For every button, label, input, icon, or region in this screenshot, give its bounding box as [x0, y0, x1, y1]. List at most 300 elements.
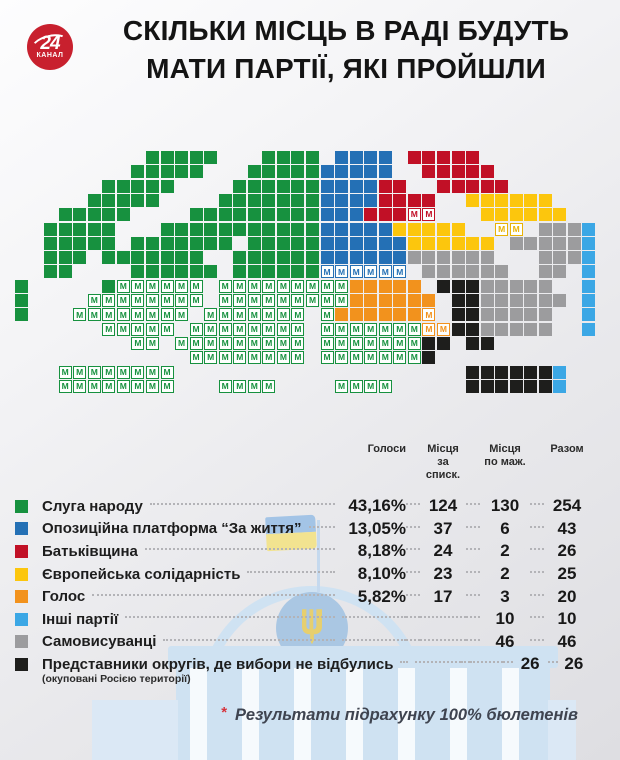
- dotted-separator: [466, 571, 480, 573]
- seat-cell: [379, 280, 392, 293]
- seat-cell: [437, 251, 450, 264]
- seat-cell-majoritarian: М: [422, 323, 435, 336]
- seat-cell: [495, 180, 508, 193]
- seat-cell-majoritarian: М: [175, 294, 188, 307]
- seat-cell: [102, 194, 115, 207]
- seat-cell: [539, 223, 552, 236]
- seat-cell-majoritarian: М: [248, 337, 261, 350]
- seat-cell-majoritarian: М: [248, 351, 261, 364]
- seat-cell: [248, 251, 261, 264]
- seat-cell: [102, 223, 115, 236]
- seat-cell: [510, 208, 523, 221]
- seat-cell: [262, 180, 275, 193]
- seat-cell: [44, 237, 57, 250]
- seat-cell: [553, 366, 566, 379]
- dotted-leader: [150, 503, 335, 505]
- seat-cell-majoritarian: М: [161, 380, 174, 393]
- seat-cell-majoritarian: М: [262, 323, 275, 336]
- seat-cell: [466, 265, 479, 278]
- value-seats-total: 43: [557, 518, 577, 538]
- seat-cell-majoritarian: М: [233, 337, 246, 350]
- seat-cell-majoritarian: М: [102, 380, 115, 393]
- seat-cell-majoritarian: М: [277, 337, 290, 350]
- value-seats-list: 37: [433, 518, 453, 538]
- seat-cell: [437, 165, 450, 178]
- seat-cell: [466, 366, 479, 379]
- seat-cell-majoritarian: М: [262, 337, 275, 350]
- seat-cell: [335, 237, 348, 250]
- dotted-separator: [530, 548, 544, 550]
- seat-cell: [59, 237, 72, 250]
- seat-cell-majoritarian: М: [204, 323, 217, 336]
- seat-cell: [452, 265, 465, 278]
- table-row: [0, 540, 620, 563]
- seat-cell-majoritarian: М: [131, 323, 144, 336]
- seat-cell: [277, 165, 290, 178]
- seat-cell: [146, 251, 159, 264]
- seat-cell: [204, 223, 217, 236]
- value-seats-total: 46: [557, 631, 577, 651]
- seat-cell: [73, 223, 86, 236]
- seat-cell-majoritarian: М: [379, 337, 392, 350]
- seat-cell: [510, 380, 523, 393]
- seat-cell-majoritarian: М: [364, 337, 377, 350]
- seat-cell: [364, 251, 377, 264]
- seat-cell: [510, 308, 523, 321]
- seat-cell: [422, 265, 435, 278]
- seat-cell: [277, 237, 290, 250]
- seat-cell: [452, 308, 465, 321]
- seat-cell: [335, 308, 348, 321]
- seat-cell: [350, 223, 363, 236]
- seat-cell: [291, 165, 304, 178]
- seat-cell-majoritarian: М: [335, 280, 348, 293]
- value-votes-pct: 5,82%: [357, 586, 406, 606]
- value-seats-majoritarian: 10: [495, 609, 515, 629]
- seat-cell: [102, 237, 115, 250]
- seat-cell: [59, 251, 72, 264]
- seat-cell: [539, 294, 552, 307]
- seat-cell-majoritarian: М: [161, 280, 174, 293]
- seat-cell-majoritarian: М: [393, 265, 406, 278]
- seat-cell: [44, 223, 57, 236]
- seat-cell: [495, 380, 508, 393]
- dotted-leader: [163, 639, 335, 641]
- value-votes-pct: [415, 661, 460, 663]
- seat-cell: [582, 308, 595, 321]
- value-seats-list: 124: [428, 496, 458, 516]
- seat-cell: [379, 251, 392, 264]
- seat-cell: [379, 208, 392, 221]
- seat-cell: [466, 337, 479, 350]
- party-color-swatch: [15, 568, 28, 581]
- seat-cell: [175, 237, 188, 250]
- seat-cell-majoritarian: М: [248, 308, 261, 321]
- seat-cell: [146, 165, 159, 178]
- dotted-leader: [400, 661, 408, 663]
- seat-cell: [161, 237, 174, 250]
- seat-cell: [582, 294, 595, 307]
- seat-cell: [131, 237, 144, 250]
- party-label: Самовисуванці: [42, 633, 157, 651]
- seat-cell: [117, 251, 130, 264]
- seat-cell: [59, 208, 72, 221]
- dotted-leader: [92, 594, 335, 596]
- seat-cell: [582, 323, 595, 336]
- seat-cell: [393, 194, 406, 207]
- logo-swoosh: [29, 31, 71, 60]
- seat-cell-majoritarian: М: [291, 308, 304, 321]
- seat-cell-majoritarian: М: [495, 223, 508, 236]
- seat-cell-majoritarian: М: [364, 265, 377, 278]
- seat-cell: [393, 294, 406, 307]
- seat-cell: [393, 223, 406, 236]
- dotted-separator: [466, 503, 480, 505]
- seat-cell: [364, 223, 377, 236]
- dotted-leader: [145, 548, 335, 550]
- seat-cell: [262, 151, 275, 164]
- seat-cell: [539, 323, 552, 336]
- seat-cell: [306, 265, 319, 278]
- seat-cell: [452, 251, 465, 264]
- dotted-separator: [406, 503, 420, 505]
- seat-cell: [131, 180, 144, 193]
- seat-cell: [422, 223, 435, 236]
- seat-cell: [539, 237, 552, 250]
- value-seats-majoritarian: 130: [490, 496, 520, 516]
- seat-cell-majoritarian: М: [73, 308, 86, 321]
- value-seats-total: 26: [557, 541, 577, 561]
- seat-cell: [44, 265, 57, 278]
- seat-cell: [277, 265, 290, 278]
- seat-cell-majoritarian: М: [131, 380, 144, 393]
- seat-cell: [277, 251, 290, 264]
- seat-cell: [379, 294, 392, 307]
- seat-cell: [539, 251, 552, 264]
- parliament-seat-map: [15, 151, 611, 397]
- seat-cell: [408, 151, 421, 164]
- seat-cell: [495, 308, 508, 321]
- seat-cell: [321, 194, 334, 207]
- seat-cell-majoritarian: М: [437, 323, 450, 336]
- seat-cell: [466, 180, 479, 193]
- seat-cell-majoritarian: М: [379, 351, 392, 364]
- seat-cell: [161, 151, 174, 164]
- party-label: Інші партії: [42, 610, 119, 628]
- seat-cell-majoritarian: М: [393, 337, 406, 350]
- seat-cell: [364, 151, 377, 164]
- seat-cell-majoritarian: М: [277, 351, 290, 364]
- results-table: [0, 443, 620, 690]
- seat-cell-majoritarian: М: [408, 323, 421, 336]
- seat-cell: [233, 265, 246, 278]
- seat-cell: [408, 280, 421, 293]
- table-rows: [0, 495, 620, 685]
- seat-cell: [73, 237, 86, 250]
- seat-cell: [452, 151, 465, 164]
- seat-cell-majoritarian: М: [350, 323, 363, 336]
- seat-cell: [510, 366, 523, 379]
- seat-cell-majoritarian: М: [190, 337, 203, 350]
- seat-cell: [582, 237, 595, 250]
- seat-cell-majoritarian: М: [88, 380, 101, 393]
- seat-cell-majoritarian: М: [190, 323, 203, 336]
- seat-cell-majoritarian: М: [277, 308, 290, 321]
- seat-cell: [393, 208, 406, 221]
- seat-cell: [495, 294, 508, 307]
- seat-cell-majoritarian: М: [146, 280, 159, 293]
- party-label: Представники округів, де вибори не відбулись (окуповані Росією території): [42, 655, 394, 685]
- seat-cell: [466, 380, 479, 393]
- seat-cell: [437, 265, 450, 278]
- seat-cell: [495, 194, 508, 207]
- seat-cell: [553, 237, 566, 250]
- seat-cell: [262, 208, 275, 221]
- party-color-swatch: [15, 613, 28, 626]
- seat-cell-majoritarian: М: [321, 280, 334, 293]
- table-row: [0, 585, 620, 608]
- seat-cell: [481, 180, 494, 193]
- seat-cell-majoritarian: М: [219, 308, 232, 321]
- seat-cell: [102, 180, 115, 193]
- seat-cell: [393, 280, 406, 293]
- seat-cell: [233, 223, 246, 236]
- dotted-separator: [530, 616, 544, 618]
- value-votes-pct: [342, 616, 406, 618]
- seat-cell: [481, 294, 494, 307]
- party-label: Слуга народу: [42, 497, 143, 515]
- seat-cell-majoritarian: М: [161, 366, 174, 379]
- dotted-separator: [406, 548, 420, 550]
- seat-cell: [437, 280, 450, 293]
- seat-cell: [335, 180, 348, 193]
- seat-cell: [510, 280, 523, 293]
- seat-cell: [350, 251, 363, 264]
- seat-cell: [379, 237, 392, 250]
- seat-cell-majoritarian: М: [291, 323, 304, 336]
- dotted-separator: [530, 571, 544, 573]
- value-seats-list: [420, 616, 466, 618]
- seat-cell: [524, 308, 537, 321]
- seat-cell-majoritarian: М: [262, 351, 275, 364]
- seat-cell: [248, 237, 261, 250]
- seat-cell: [466, 251, 479, 264]
- value-seats-majoritarian: 6: [500, 518, 510, 538]
- seat-cell: [321, 251, 334, 264]
- seat-cell-majoritarian: М: [422, 208, 435, 221]
- seat-cell: [335, 223, 348, 236]
- seat-cell: [73, 208, 86, 221]
- page-title: [80, 12, 612, 88]
- dotted-separator: [548, 661, 558, 663]
- seat-cell-majoritarian: М: [161, 308, 174, 321]
- seat-cell-majoritarian: М: [175, 308, 188, 321]
- value-seats-majoritarian: 2: [500, 541, 510, 561]
- seat-cell: [379, 165, 392, 178]
- seat-cell-majoritarian: М: [335, 265, 348, 278]
- table-row: [0, 608, 620, 631]
- seat-cell: [539, 366, 552, 379]
- seat-cell-majoritarian: М: [59, 380, 72, 393]
- seat-cell-majoritarian: М: [131, 366, 144, 379]
- seat-cell: [175, 165, 188, 178]
- seat-cell: [364, 165, 377, 178]
- rada-building-wing-left: [92, 700, 178, 760]
- seat-cell: [422, 251, 435, 264]
- seat-cell: [146, 194, 159, 207]
- seat-cell-majoritarian: М: [321, 294, 334, 307]
- seat-cell: [350, 180, 363, 193]
- seat-cell: [495, 366, 508, 379]
- seat-cell: [88, 194, 101, 207]
- seat-cell: [262, 223, 275, 236]
- seat-cell: [248, 208, 261, 221]
- seat-cell: [539, 380, 552, 393]
- seat-cell: [291, 265, 304, 278]
- dotted-separator: [466, 639, 480, 641]
- value-seats-majoritarian: 3: [500, 586, 510, 606]
- seat-cell: [466, 151, 479, 164]
- seat-cell: [452, 237, 465, 250]
- seat-cell: [131, 165, 144, 178]
- seat-cell-majoritarian: М: [335, 380, 348, 393]
- seat-cell: [364, 208, 377, 221]
- seat-cell: [481, 323, 494, 336]
- seat-cell-majoritarian: М: [306, 280, 319, 293]
- seat-cell-majoritarian: М: [117, 280, 130, 293]
- seat-cell-majoritarian: М: [131, 280, 144, 293]
- seat-cell-majoritarian: М: [204, 337, 217, 350]
- seat-cell-majoritarian: М: [233, 380, 246, 393]
- seat-cell: [379, 194, 392, 207]
- seat-cell-majoritarian: М: [393, 323, 406, 336]
- seat-cell: [102, 251, 115, 264]
- header-votes: Голоси: [367, 443, 406, 455]
- seat-cell: [481, 280, 494, 293]
- seat-cell: [175, 251, 188, 264]
- seat-cell: [190, 223, 203, 236]
- seat-cell: [291, 251, 304, 264]
- seat-cell-majoritarian: М: [379, 380, 392, 393]
- table-row: [0, 631, 620, 654]
- dotted-separator: [466, 548, 480, 550]
- seat-cell: [102, 280, 115, 293]
- seat-cell: [466, 308, 479, 321]
- seat-cell: [452, 223, 465, 236]
- seat-cell: [262, 251, 275, 264]
- seat-cell: [350, 208, 363, 221]
- seat-cell: [364, 280, 377, 293]
- party-label: Європейська солідарність: [42, 565, 241, 583]
- seat-cell-majoritarian: М: [379, 323, 392, 336]
- value-seats-majoritarian: 46: [495, 631, 515, 651]
- seat-cell: [306, 223, 319, 236]
- seat-cell: [350, 237, 363, 250]
- seat-cell: [88, 223, 101, 236]
- seat-cell: [131, 265, 144, 278]
- seat-cell-majoritarian: М: [291, 337, 304, 350]
- seat-cell: [422, 165, 435, 178]
- seat-cell-majoritarian: М: [321, 323, 334, 336]
- seat-cell: [233, 194, 246, 207]
- logo-name: КАНАЛ: [36, 52, 64, 59]
- party-color-swatch: [15, 635, 28, 648]
- seat-cell: [495, 280, 508, 293]
- value-votes-pct: 13,05%: [348, 518, 406, 538]
- seat-cell: [117, 194, 130, 207]
- seat-cell: [495, 265, 508, 278]
- seat-cell: [219, 208, 232, 221]
- seat-cell: [364, 180, 377, 193]
- seat-cell: [539, 208, 552, 221]
- dotted-separator: [406, 639, 420, 641]
- table-header-row: [0, 443, 620, 482]
- dotted-separator: [530, 594, 544, 596]
- seat-cell-majoritarian: М: [88, 294, 101, 307]
- seat-cell: [321, 180, 334, 193]
- seat-cell-majoritarian: М: [408, 208, 421, 221]
- seat-cell: [481, 194, 494, 207]
- seat-cell-majoritarian: М: [364, 323, 377, 336]
- seat-cell: [204, 265, 217, 278]
- seat-cell-majoritarian: М: [350, 337, 363, 350]
- dotted-separator: [530, 526, 544, 528]
- seat-cell: [277, 194, 290, 207]
- seat-cell: [15, 308, 28, 321]
- seat-cell: [481, 337, 494, 350]
- value-seats-list: [470, 661, 502, 663]
- seat-cell: [553, 294, 566, 307]
- seat-cell: [102, 208, 115, 221]
- seat-cell: [481, 165, 494, 178]
- seat-cell: [568, 251, 581, 264]
- party-label: Опозиційна платформа “За життя”: [42, 520, 302, 538]
- seat-cell: [422, 351, 435, 364]
- seat-cell: [553, 251, 566, 264]
- seat-cell: [437, 151, 450, 164]
- seat-cell: [262, 237, 275, 250]
- seat-cell: [248, 223, 261, 236]
- seat-cell: [466, 194, 479, 207]
- dotted-separator: [530, 639, 544, 641]
- seat-cell: [452, 280, 465, 293]
- seat-cell: [466, 280, 479, 293]
- seat-cell-majoritarian: М: [131, 308, 144, 321]
- seat-cell-majoritarian: М: [88, 366, 101, 379]
- seat-cell: [350, 151, 363, 164]
- seat-cell-majoritarian: М: [175, 337, 188, 350]
- dotted-leader: [125, 616, 335, 618]
- seat-cell: [350, 194, 363, 207]
- seat-cell: [524, 237, 537, 250]
- seat-cell-majoritarian: М: [146, 380, 159, 393]
- seat-cell: [582, 251, 595, 264]
- seat-cell-majoritarian: М: [219, 351, 232, 364]
- seat-cell: [510, 323, 523, 336]
- seat-cell: [190, 208, 203, 221]
- seat-cell: [88, 237, 101, 250]
- seat-cell: [393, 251, 406, 264]
- seat-cell: [277, 223, 290, 236]
- seat-cell: [582, 223, 595, 236]
- seat-cell: [350, 294, 363, 307]
- seat-cell-majoritarian: М: [350, 351, 363, 364]
- seat-cell: [408, 194, 421, 207]
- seat-cell-majoritarian: М: [161, 294, 174, 307]
- seat-cell: [291, 208, 304, 221]
- seat-cell: [481, 366, 494, 379]
- seat-cell-majoritarian: М: [277, 294, 290, 307]
